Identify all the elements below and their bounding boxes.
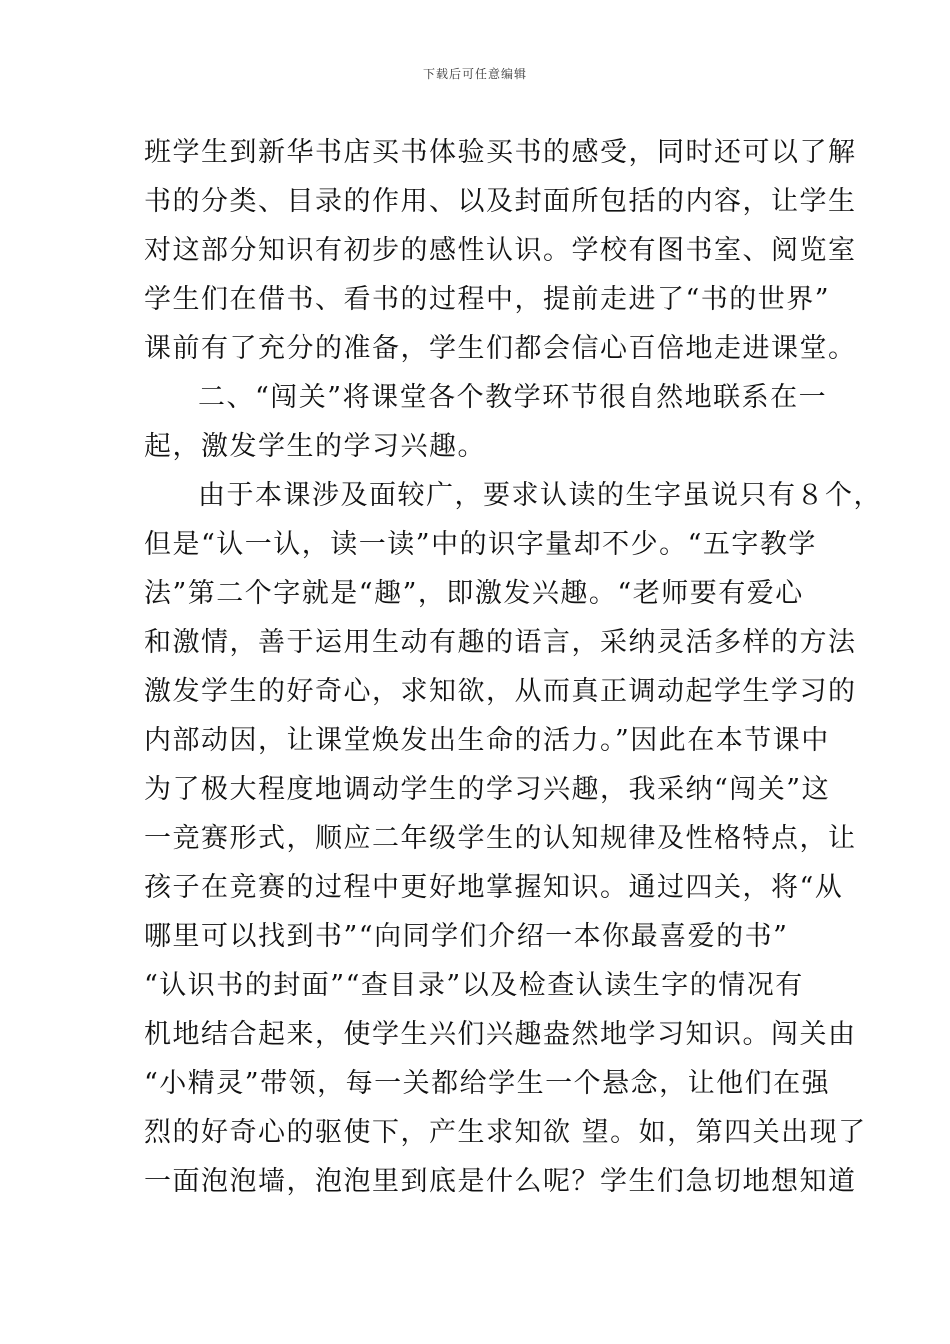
text-line: 孩子在竞赛的过程中更好地掌握知识。通过四关，将“从: [144, 872, 844, 903]
page-header: 下载后可任意编辑: [422, 67, 527, 81]
text-line: 哪里可以找到书”“向同学们介绍一本你最喜爱的书”: [144, 921, 789, 952]
text-line: 为了极大程度地调动学生的学习兴趣，我采纳“闯关”这: [144, 774, 831, 805]
text-line: 对这部分知识有初步的感性认识。学校有图书室、阅览室: [144, 235, 857, 266]
text-line: 机地结合起来，使学生兴们兴趣盎然地学习知识。闯关由: [144, 1019, 857, 1050]
section-heading-line: 二、“闯关”将课堂各个教学环节很自然地联系在一: [198, 382, 828, 413]
section-heading-line: 起，激发学生的学习兴趣。: [144, 431, 486, 462]
text-line: 一竞赛形式，顺应二年级学生的认知规律及性格特点，让: [144, 823, 857, 854]
text-line: 烈的好奇心的驱使下，产生求知欲 望。如，第四关出现了: [144, 1117, 867, 1148]
text-line: 学生们在借书、看书的过程中，提前走进了“书的世界”: [144, 284, 831, 315]
text-line: 和激情，善于运用生动有趣的语言，采纳灵活多样的方法: [144, 627, 857, 658]
text-line: “小精灵”带领，每一关都给学生一个悬念，让他们在强: [144, 1068, 831, 1099]
text-line: 书的分类、目录的作用、以及封面所包括的内容，让学生: [144, 186, 857, 217]
text-line: 一面泡泡墙，泡泡里到底是什么呢？学生们急切地想知道: [144, 1166, 857, 1197]
text-line: 班学生到新华书店买书体验买书的感受，同时还可以了解: [144, 137, 857, 168]
text-line: 内部动因，让课堂焕发出生命的活力。”因此在本节课中: [144, 725, 830, 756]
text-line: 但是“认一认，读一读”中的识字量却不少。“五字教学: [144, 529, 817, 560]
text-line: “认识书的封面”“查目录”以及检查认读生字的情况有: [144, 970, 804, 1001]
text-line: 激发学生的好奇心，求知欲，从而真正调动起学生学习的: [144, 676, 857, 707]
paragraph-first-line: 由于本课涉及面较广，要求认读的生字虽说只有８个，: [198, 480, 882, 511]
text-line: 法”第二个字就是“趣”，即激发兴趣。“老师要有爱心: [144, 578, 804, 609]
text-line: 课前有了充分的准备，学生们都会信心百倍地走进课堂。: [144, 333, 857, 364]
